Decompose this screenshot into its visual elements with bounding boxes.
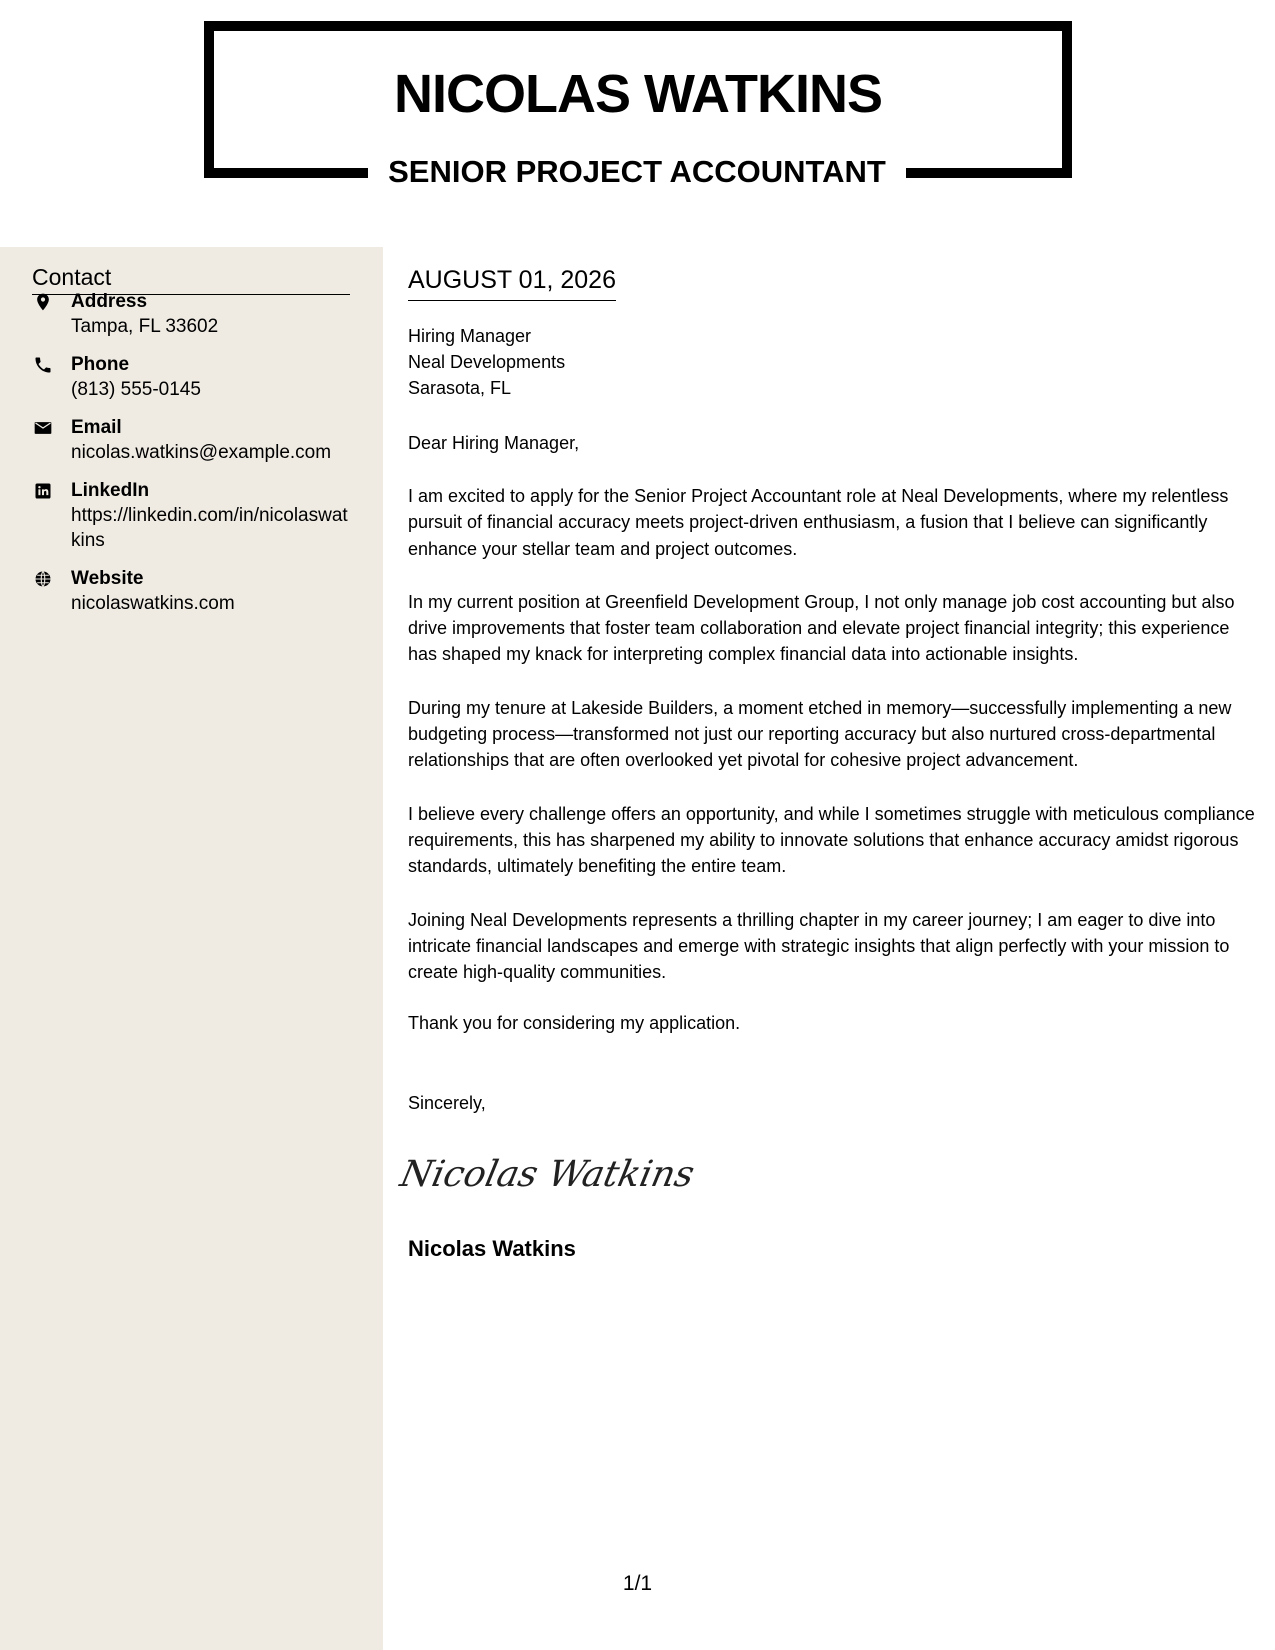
recipient-block bbox=[408, 323, 565, 401]
page-number: 1/1 bbox=[622, 1572, 653, 1595]
paragraph: During my tenure at Lakeside Builders, a moment etched in memory—successfully implementing a new budgeting process—transformed not just our reporting accuracy but also nurtured cross-departmental relationships that are often overlooked yet pivotal for cohesive project advancement. bbox=[408, 697, 1232, 771]
phone-label: Phone bbox=[71, 354, 130, 375]
phone-value: (813) 555-0145 bbox=[71, 379, 201, 400]
contact-sidebar bbox=[0, 247, 383, 1650]
header-frame-bottom-left bbox=[204, 168, 368, 178]
header-frame-left bbox=[204, 21, 214, 178]
header-frame-right bbox=[1062, 21, 1072, 178]
header-frame-bottom-right bbox=[906, 168, 1072, 178]
job-title: SENIOR PROJECT ACCOUNTANT bbox=[388, 154, 886, 189]
contact-heading: Contact bbox=[32, 262, 350, 295]
linkedin-icon bbox=[32, 480, 54, 502]
thank-you-line: Thank you for considering my application. bbox=[408, 1013, 741, 1033]
website-label: Website bbox=[71, 568, 144, 589]
header-frame-top bbox=[204, 21, 1072, 31]
recipient-line: Hiring Manager bbox=[408, 326, 532, 346]
envelope-icon bbox=[32, 417, 54, 439]
letter-date: AUGUST 01, 2026 bbox=[408, 264, 616, 301]
phone-icon bbox=[32, 354, 54, 376]
signature-text: Nicolas Watkins bbox=[396, 1152, 699, 1195]
paragraph: I am excited to apply for the Senior Project Accountant role at Neal Developments, where my relentless pursuit of financial accuracy meets project-driven enthusiasm, a fusion that I believe can significantly enhance your stellar team and project outcomes. bbox=[408, 486, 1229, 559]
linkedin-value[interactable]: https://linkedin.com/in/nicolaswatkins bbox=[71, 505, 348, 551]
email-value[interactable]: nicolas.watkins@example.com bbox=[71, 442, 332, 463]
address-label: Address bbox=[71, 291, 148, 312]
signer-name: Nicolas Watkins bbox=[408, 1236, 576, 1261]
salutation: Dear Hiring Manager, bbox=[408, 433, 580, 453]
applicant-name: NICOLAS WATKINS bbox=[394, 64, 882, 124]
paragraph: Joining Neal Developments represents a thrilling chapter in my career journey; I am eager to dive into intricate financial landscapes and emerge with strategic insights that align perfectly with your mission to create high-quality communities. bbox=[408, 909, 1230, 983]
linkedin-label: LinkedIn bbox=[71, 480, 150, 501]
handwritten-signature bbox=[396, 1142, 699, 1202]
letter-paragraphs bbox=[408, 483, 1258, 1012]
header bbox=[0, 0, 1275, 240]
email-label: Email bbox=[71, 417, 122, 438]
closing: Sincerely, bbox=[408, 1093, 486, 1113]
globe-icon bbox=[32, 568, 54, 590]
recipient-line: Neal Developments bbox=[408, 352, 566, 372]
paragraph: I believe every challenge offers an opportunity, and while I sometimes struggle with meticulous compliance requirements, this has sharpened my ability to innovate solutions that enhance accuracy amidst rigorous standards, ultimately benefiting the entire team. bbox=[408, 803, 1255, 877]
website-value[interactable]: nicolaswatkins.com bbox=[71, 593, 235, 614]
address-value: Tampa, FL 33602 bbox=[71, 316, 219, 337]
recipient-line: Sarasota, FL bbox=[408, 378, 512, 398]
paragraph: In my current position at Greenfield Development Group, I not only manage job cost accounting but also drive improvements that foster team collaboration and elevate project financial integrity; this experience has shaped my knack for interpreting complex financial data into actionable insights. bbox=[408, 591, 1235, 665]
map-pin-icon bbox=[32, 291, 54, 313]
